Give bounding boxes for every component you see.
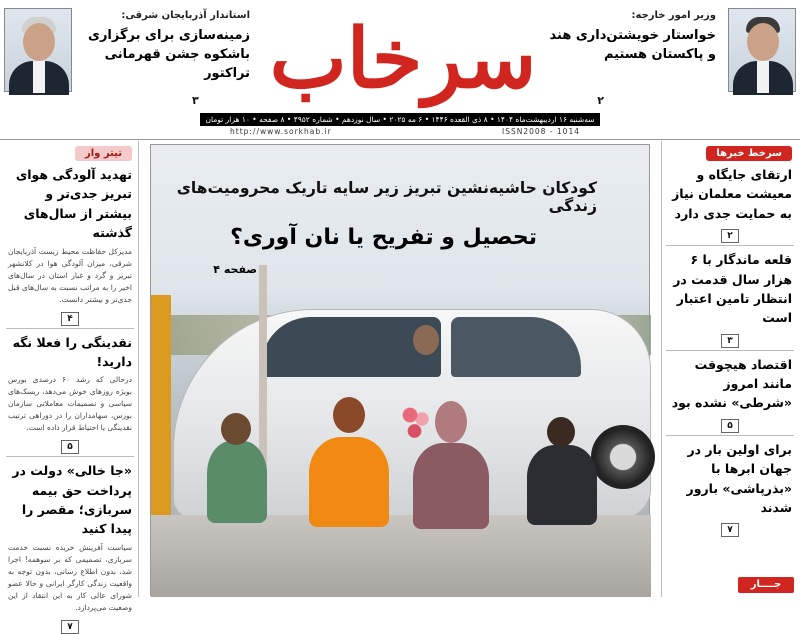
website-url[interactable]: http://www.sorkhab.ir: [230, 127, 332, 136]
main-story[interactable]: [150, 144, 650, 596]
header-story-left[interactable]: [80, 10, 250, 84]
brief-item[interactable]: [2, 161, 138, 308]
issue-info-bar: سه‌شنبه ۱۶ اردیبهشت‌ماه ۱۴۰۴ • ۸ ذی القعده ۱۴۴۶ • ۶ مه ۲۰۲۵ • سال نوزدهم • شماره ۴۹۵۲ • ۸ صفحه • ۱۰ هزار تومان: [200, 113, 600, 126]
child-figure: [413, 443, 489, 529]
brief-item[interactable]: [2, 457, 138, 616]
brief-headline[interactable]: «جا خالی» دولت در پرداخت حق بیمه سربازی؛ مقصر را پیدا کنید: [12, 463, 132, 537]
flowers-bouquet: [401, 403, 431, 443]
brief-headline[interactable]: تهدید آلودگی هوای تبریز جدی‌تر و بیشتر از سال‌های گذشته: [15, 167, 132, 241]
brief-body: درحالی که رشد ۶۰ درصدی بورس بویژه روزهای خوش می‌دهد، ریسک‌های سیاسی و تصمیمات معاملاتی سازمان بورس، سهامداران را در دوراهی ترتیب نقدینگی یا احتیاط قرار داده است.: [8, 375, 132, 433]
brief-body: مدیرکل حفاظت محیط زیست آذربایجان شرقی، میزان آلودگی هوا در کلانشهر تبریز و گرد و غبار استان در سال‌های اخیر را به مراتب نسبت به سال‌های قبل جدی‌تر و بیشتر دانست.: [8, 246, 132, 304]
headline-text[interactable]: قلعه ماندگار با ۶ هزار سال قدمت در انتظار تامین اعتبار است: [673, 252, 792, 326]
headline-text[interactable]: ارتقای جایگاه و معیشت معلمان نیاز به حمایت جدی دارد: [672, 167, 792, 221]
header-right-page-number: ۲: [597, 94, 604, 107]
header-right-kicker: وزیر امور خارجه:: [631, 10, 716, 21]
url-row: [200, 126, 600, 138]
headlines-column-label: سرخط خبرها: [706, 146, 792, 161]
masthead-logo: سرخاب: [269, 11, 537, 107]
brief-body: سیاست آفرینش خریده نسبت خدمت سربازی، تصمیمی که بر سوهمه! اجرا شد، بدون اطلاع رسانی، بدون توجه به واقعیت زندگی کارگر ایرانی و حالا عضو شورای عالی کار به این انتقاد از این وضعیت می‌پردازد.: [8, 542, 132, 612]
child-figure: [527, 445, 597, 525]
page-number-badge: ۵: [61, 440, 79, 454]
main-story-page-ref: صفحه ۴: [213, 263, 257, 276]
header-right-headline[interactable]: خواستار خویشتن‌داری هند و پاکستان هستیم: [549, 28, 716, 62]
governor-photo: [4, 8, 72, 92]
headline-item[interactable]: [662, 161, 798, 225]
sidewalk-curb: [151, 515, 651, 597]
child-figure: [207, 441, 267, 523]
header-left-page-number: ۳: [192, 94, 199, 107]
headline-item[interactable]: [662, 351, 798, 415]
brief-item[interactable]: [2, 329, 138, 437]
child-figure: [309, 437, 389, 527]
briefs-column-label: تیتر وار: [75, 146, 132, 161]
foreign-minister-photo: [728, 8, 796, 92]
headlines-column: [661, 141, 798, 597]
orange-post: [151, 295, 171, 515]
main-story-kicker: کودکان حاشیه‌نشین تبریز زیر سایه تاریک محرومیت‌های زندگی: [176, 179, 597, 215]
page-number-badge: ۳: [721, 334, 739, 348]
page-number-badge: ۵: [721, 419, 739, 433]
page-number-badge: ۷: [61, 620, 79, 634]
page-number-badge: ۲: [721, 229, 739, 243]
headline-text[interactable]: اقتصاد هیچوقت مانند امروز «شرطی» نشده بود: [671, 356, 792, 411]
headline-item[interactable]: [662, 246, 798, 330]
jar-section-tag[interactable]: جــــار: [738, 577, 794, 593]
header-left-headline[interactable]: زمینه‌سازی برای برگزاری باشکوه جشن قهرمانی تراکتور: [88, 28, 250, 81]
issn-number: ISSN2008 - 1014: [502, 127, 580, 136]
page-number-badge: ۷: [721, 523, 739, 537]
headline-item[interactable]: [662, 436, 798, 520]
driver-figure: [413, 325, 439, 355]
header-left-kicker: استاندار آذربایجان شرقی:: [121, 10, 250, 21]
brief-headline[interactable]: نقدینگی را فعلا نگه دارید!: [12, 334, 132, 369]
header-divider: [0, 139, 800, 140]
front-page-header: [0, 0, 800, 140]
briefs-column: [2, 141, 139, 632]
headline-text[interactable]: برای اولین بار در جهان ابرها با «بذرپاشی» بارور شدند: [686, 441, 792, 515]
page-number-badge: ۴: [61, 312, 79, 326]
main-story-title[interactable]: تحصیل و تفریح یا نان آوری؟: [230, 225, 537, 250]
car-wheel: [591, 425, 655, 489]
